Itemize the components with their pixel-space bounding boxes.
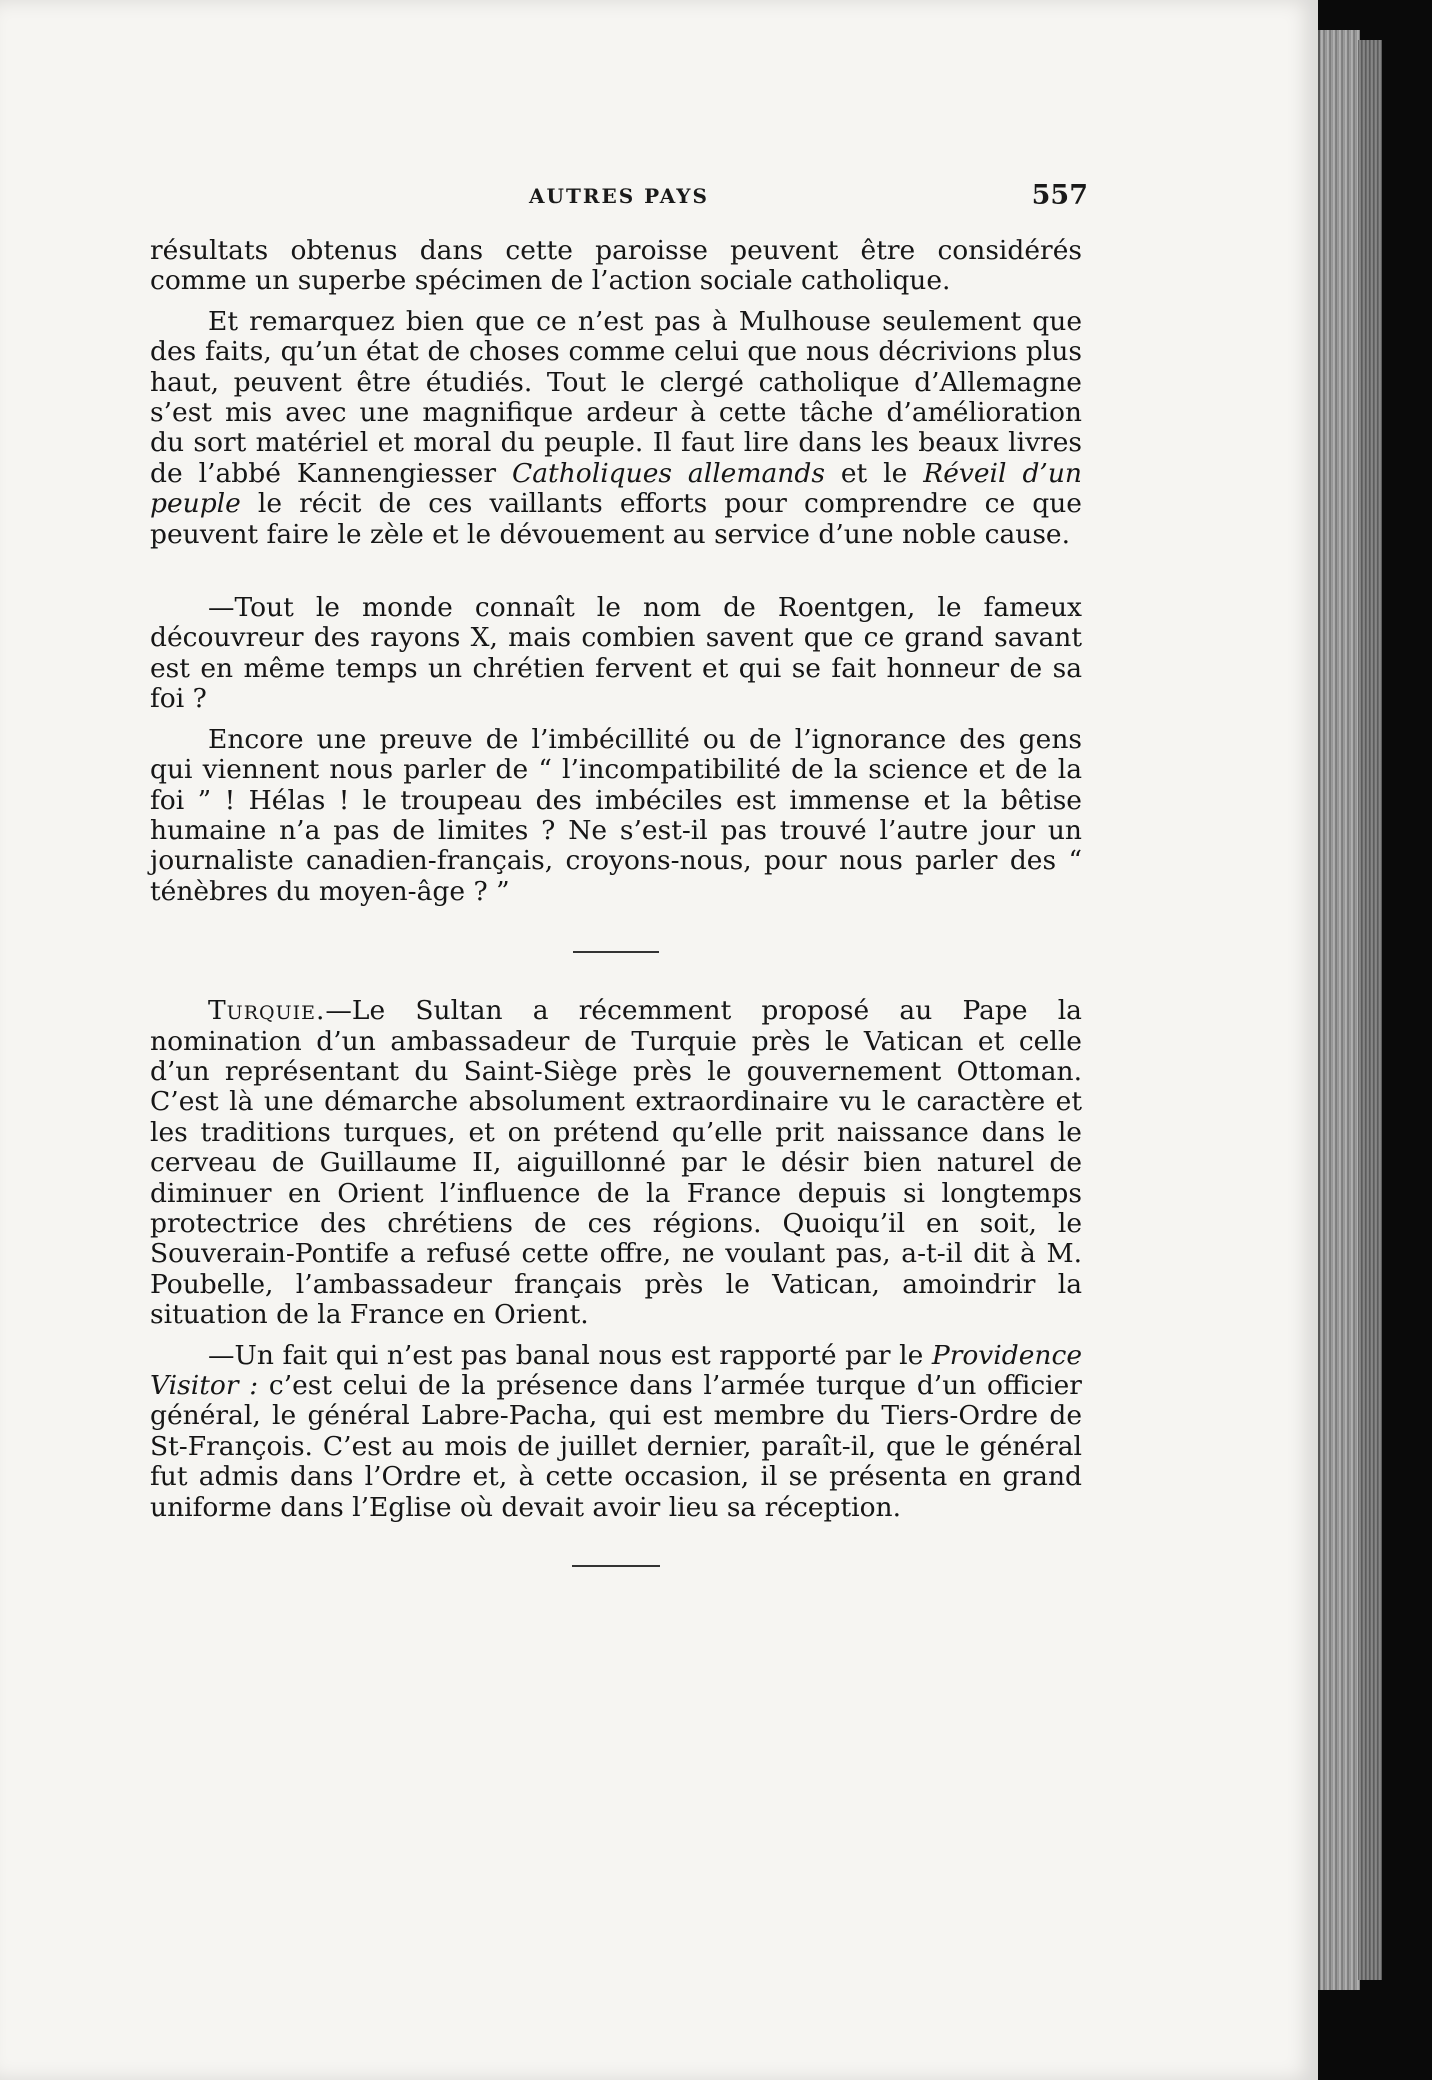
book-page-edges-outer [1358, 40, 1382, 1980]
paragraph-2 [150, 307, 1082, 550]
book-title-reveil-dun-peuple: Réveil d’un peuple [150, 457, 1082, 520]
section-divider [573, 951, 659, 953]
paragraph-4: Encore une preuve de l’imbécillité ou de l’ignorance des gens qui viennent nous parler de “ l’incompatibilité de la science et de la foi ” ! Hélas ! le troupeau des imbéciles est immense et la bêtise humaine n’a pas de limites ? Ne s’est-il pas trouvé l’autre jour un journaliste canadien-français, croyons-nous, pour nous parler des “ ténèbres du moyen-âge ? ” [150, 723, 1082, 907]
section-lead-turquie: Turquie. [208, 995, 326, 1027]
periodical-title-providence-visitor: Providence Visitor : [150, 1339, 1082, 1401]
paragraph-1: résultats obtenus dans cette paroisse peuvent être considérés comme un superbe spécimen de l’action sociale catholique. [150, 235, 1082, 297]
paragraph-2-part-a: Et remarquez bien que ce n’est pas à Mulhouse seulement que des faits, qu’un état de choses comme celui que nous décrivions plus haut, peuvent être étudiés. Tout le clergé catholique d’Allemagne s’est mis avec une magnifique ardeur à cette tâche d’amélioration du sort matériel et moral du peuple. Il faut lire dans les beaux livres de l’abbé Kannengiesser [150, 305, 1082, 489]
paragraph-6-part-a: —Un fait qui n’est pas banal nous est rapporté par le [208, 1339, 932, 1371]
paragraph-5-body: —Le Sultan a récemment proposé au Pape la nomination d’un ambassadeur de Turquie près le Vatican et celle d’un représentant du Saint-Siège près le gouvernement Ottoman. C’est là une démarche absolument extraordinaire vu le caractère et les traditions turques, et on prétend qu’elle prit naissance dans le cerveau de Guillaume II, aiguillonné par le désir bien naturel de diminuer en Orient l’influence de la France depuis si longtemps protectrice des chrétiens de ces régions. Quoiqu’il en soit, le Souverain-Pontife a refusé cette offre, ne voulant pas, a-t-il dit à M. Poubelle, l’ambassadeur français près le Vatican, amoindrir la situation de la France en Orient. [150, 995, 1082, 1331]
running-title: AUTRES PAYS [529, 184, 709, 208]
running-head [150, 180, 1088, 218]
book-title-catholiques-allemands: Catholiques allemands [511, 457, 825, 489]
book-page-edges [1318, 30, 1360, 1990]
paragraph-6 [150, 1341, 1082, 1523]
page-number: 557 [1031, 180, 1088, 211]
paragraph-2-part-b: et le [824, 457, 924, 489]
paragraph-5 [150, 996, 1082, 1330]
paragraph-2-part-c: le récit de ces vaillants efforts pour comprendre ce que peuvent faire le zèle et le dévouement au service d’une noble cause. [150, 488, 1082, 550]
body-text [150, 236, 1082, 1567]
paragraph-6-part-b: c’est celui de la présence dans l’armée turque d’un officier général, le général Labre-Pacha, qui est membre du Tiers-Ordre de St-François. C’est au mois de juillet dernier, paraît-il, que le général fut admis dans l’Ordre et, à cette occasion, il se présenta en grand uniforme dans l’Eglise où devait avoir lieu sa réception. [150, 1370, 1082, 1523]
end-divider [572, 1565, 660, 1567]
paragraph-3: —Tout le monde connaît le nom de Roentgen, le fameux découvreur des rayons X, mais combien savent que ce grand savant est en même temps un chrétien fervent et qui se fait honneur de sa foi ? [150, 592, 1082, 715]
